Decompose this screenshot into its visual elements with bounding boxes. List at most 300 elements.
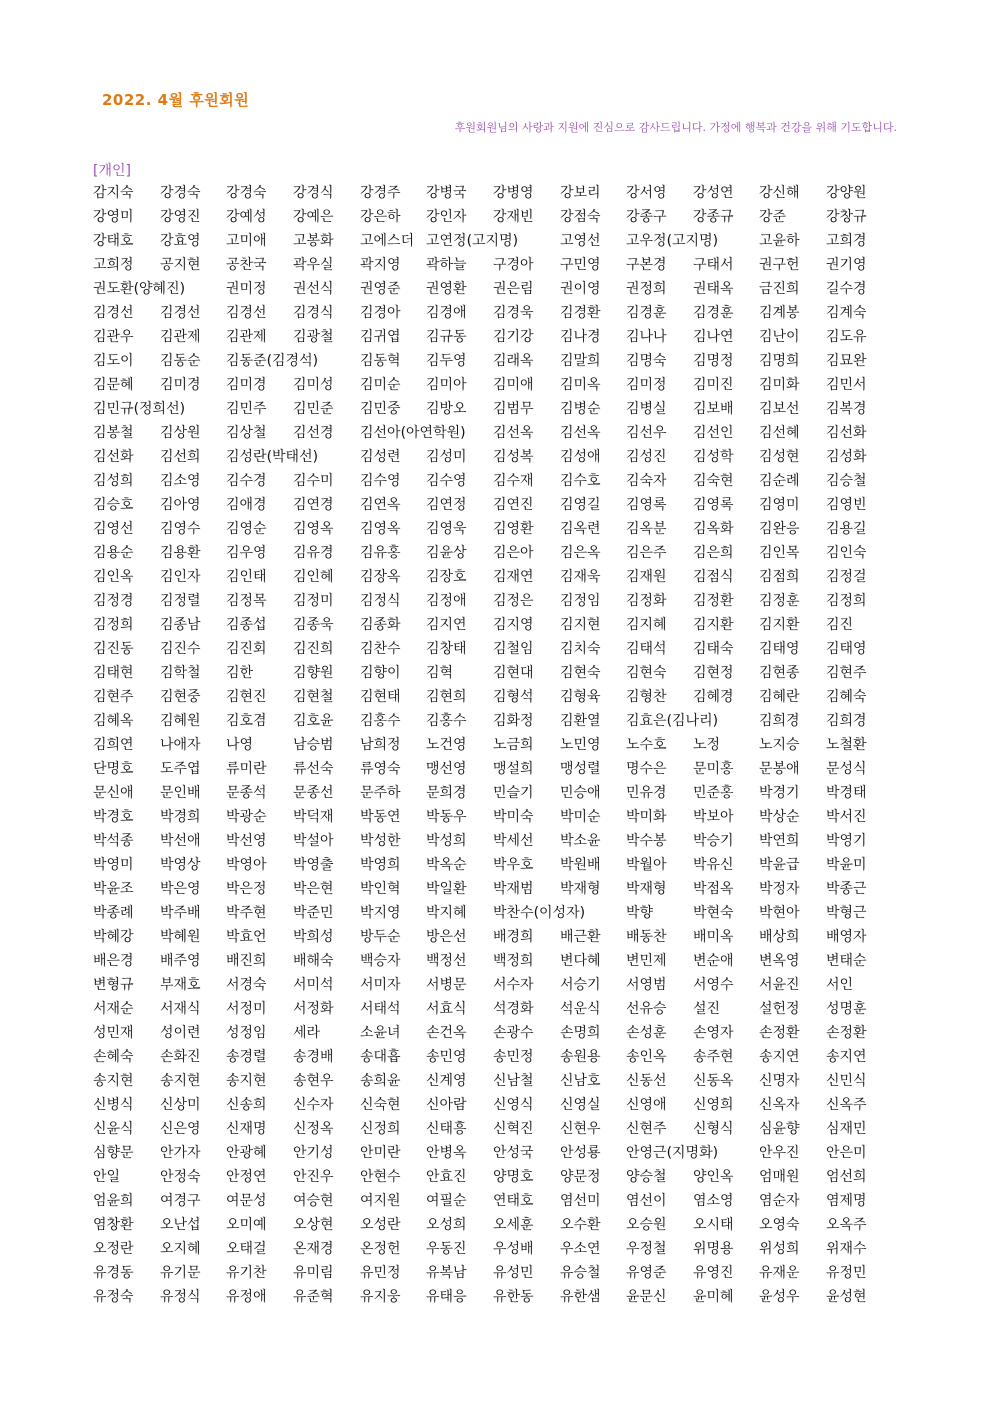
donor-name: 김혜란 (759, 689, 800, 705)
donor-name: 김관우 (93, 329, 134, 345)
donor-name: 안진우 (293, 1169, 334, 1185)
donor-name: 송민정 (493, 1049, 534, 1065)
donor-name: 김형육 (560, 689, 601, 705)
donor-name: 김미옥 (560, 377, 601, 393)
donor-name: 고우정(고지명) (626, 233, 719, 249)
donor-name: 김선희 (160, 449, 201, 465)
donor-row (93, 711, 893, 735)
donor-row (93, 1287, 893, 1311)
donor-name: 박은영 (160, 881, 201, 897)
donor-name: 문희경 (426, 785, 467, 801)
donor-name: 김점식 (693, 569, 734, 585)
donor-name: 서영수 (693, 977, 734, 993)
donor-name: 김재욱 (560, 569, 601, 585)
donor-name: 위성희 (759, 1241, 800, 1257)
donor-name: 김민준 (293, 401, 334, 417)
donor-row (93, 351, 893, 375)
donor-name: 박승기 (693, 833, 734, 849)
donor-name: 유준혁 (293, 1289, 334, 1305)
donor-name: 김두영 (426, 353, 467, 369)
donor-name: 연태호 (493, 1193, 534, 1209)
donor-name: 민승애 (560, 785, 601, 801)
donor-name: 강종구 (626, 209, 667, 225)
donor-name: 김현희 (426, 689, 467, 705)
donor-name: 안병옥 (426, 1145, 467, 1161)
donor-name: 김태영 (826, 641, 867, 657)
donor-name: 서승기 (560, 977, 601, 993)
donor-name: 서병문 (426, 977, 467, 993)
donor-name: 김성련 (360, 449, 401, 465)
donor-name: 신상미 (160, 1097, 201, 1113)
donor-row (93, 759, 893, 783)
donor-row (93, 927, 893, 951)
donor-name: 류미란 (226, 761, 267, 777)
donor-name: 김영욱 (426, 521, 467, 537)
donor-name: 세라 (293, 1025, 321, 1041)
donor-row (93, 783, 893, 807)
donor-name: 유영진 (693, 1265, 734, 1281)
donor-name: 노민영 (560, 737, 601, 753)
donor-name: 안정연 (226, 1169, 267, 1185)
donor-name: 강병국 (426, 185, 467, 201)
donor-name: 송인옥 (626, 1049, 667, 1065)
donor-name: 김현정 (693, 665, 734, 681)
donor-name: 신옥자 (759, 1097, 800, 1113)
donor-name: 김진 (826, 617, 854, 633)
donor-name: 김애경 (226, 497, 267, 513)
donor-name: 김정목 (226, 593, 267, 609)
donor-row (93, 663, 893, 687)
donor-row (93, 951, 893, 975)
donor-name: 김지현 (560, 617, 601, 633)
donor-name: 김혜원 (160, 713, 201, 729)
donor-name: 신수자 (293, 1097, 334, 1113)
donor-name: 유태응 (426, 1289, 467, 1305)
donor-name: 박경기 (759, 785, 800, 801)
donor-name: 김영록 (693, 497, 734, 513)
donor-name: 김승호 (93, 497, 134, 513)
donor-name: 김미정 (626, 377, 667, 393)
donor-row (93, 423, 893, 447)
donor-row (93, 495, 893, 519)
donor-name: 박영아 (226, 857, 267, 873)
donor-name: 곽지영 (360, 257, 401, 273)
donor-name: 민슬기 (493, 785, 534, 801)
donor-name: 권정희 (626, 281, 667, 297)
donor-name: 박주배 (160, 905, 201, 921)
donor-name: 여필순 (426, 1193, 467, 1209)
donor-name: 김태석 (626, 641, 667, 657)
donor-name: 민준홍 (693, 785, 734, 801)
donor-name: 김장호 (426, 569, 467, 585)
donor-name: 고봉화 (293, 233, 334, 249)
donor-name: 박효언 (226, 929, 267, 945)
donor-name: 김진동 (93, 641, 134, 657)
donor-name: 김정미 (293, 593, 334, 609)
donor-name: 김종남 (160, 617, 201, 633)
donor-name: 송경렬 (226, 1049, 267, 1065)
donor-name: 위재수 (826, 1241, 867, 1257)
donor-name: 송경배 (293, 1049, 334, 1065)
donor-name: 김태숙 (693, 641, 734, 657)
donor-name: 김인목 (759, 545, 800, 561)
donor-row (93, 207, 893, 231)
donor-name: 안우진 (759, 1145, 800, 1161)
donor-name: 방은선 (426, 929, 467, 945)
donor-name: 박은현 (293, 881, 334, 897)
donor-name: 박형근 (826, 905, 867, 921)
donor-name: 손영자 (693, 1025, 734, 1041)
donor-name: 김진희 (293, 641, 334, 657)
donor-name: 김동준(김경석) (226, 353, 319, 369)
donor-name: 박세선 (493, 833, 534, 849)
donor-name: 송대흡 (360, 1049, 401, 1065)
donor-row (93, 543, 893, 567)
donor-name: 유기찬 (226, 1265, 267, 1281)
donor-name: 김미성 (293, 377, 334, 393)
donor-name: 석경화 (493, 1001, 534, 1017)
donor-name: 신윤식 (93, 1121, 134, 1137)
donor-name: 강경식 (293, 185, 334, 201)
donor-name: 배동찬 (626, 929, 667, 945)
donor-name: 김찬수 (360, 641, 401, 657)
donor-name: 김문혜 (93, 377, 134, 393)
donor-name: 유지웅 (360, 1289, 401, 1305)
donor-name: 윤성우 (759, 1289, 800, 1305)
donor-name: 엄매원 (759, 1169, 800, 1185)
donor-name: 신영희 (693, 1097, 734, 1113)
donor-name: 김호윤 (293, 713, 334, 729)
donor-name: 김향이 (360, 665, 401, 681)
donor-name: 김정희 (826, 593, 867, 609)
donor-name: 김학철 (160, 665, 201, 681)
donor-name: 박재형 (560, 881, 601, 897)
donor-name: 고미애 (226, 233, 267, 249)
donor-name: 박미숙 (493, 809, 534, 825)
donor-name: 김경식 (293, 305, 334, 321)
donor-name: 강병영 (493, 185, 534, 201)
donor-name: 변순애 (693, 953, 734, 969)
donor-name: 안가자 (160, 1145, 201, 1161)
donor-name: 김미애 (493, 377, 534, 393)
donor-name: 안기성 (293, 1145, 334, 1161)
donor-name: 김수호 (560, 473, 601, 489)
donor-name: 오지혜 (160, 1241, 201, 1257)
donor-name: 김연경 (293, 497, 334, 513)
donor-name: 송지연 (826, 1049, 867, 1065)
donor-name: 김성현 (759, 449, 800, 465)
donor-name: 권기영 (826, 257, 867, 273)
donor-name: 김성진 (626, 449, 667, 465)
donor-row (93, 303, 893, 327)
donor-name: 김희경 (826, 713, 867, 729)
donor-name: 김나경 (560, 329, 601, 345)
donor-name: 손건옥 (426, 1025, 467, 1041)
donor-name: 김효은(김나리) (626, 713, 719, 729)
donor-row (93, 1119, 893, 1143)
donor-name: 송지현 (93, 1073, 134, 1089)
donor-name: 박찬수(이성자) (493, 905, 586, 921)
donor-name: 김철임 (493, 641, 534, 657)
donor-name: 공찬국 (226, 257, 267, 273)
donor-name: 박준민 (293, 905, 334, 921)
donor-name: 박혜원 (160, 929, 201, 945)
donor-name-grid (93, 183, 893, 1311)
donor-name: 권이영 (560, 281, 601, 297)
donor-name: 강점숙 (560, 209, 601, 225)
donor-name: 박윤조 (93, 881, 134, 897)
donor-name: 오시태 (693, 1217, 734, 1233)
donor-name: 박덕재 (293, 809, 334, 825)
donor-name: 박영미 (93, 857, 134, 873)
donor-name: 김관제 (160, 329, 201, 345)
donor-name: 오수환 (560, 1217, 601, 1233)
donor-name: 구민영 (560, 257, 601, 273)
donor-name: 박성한 (360, 833, 401, 849)
donor-name: 김방오 (426, 401, 467, 417)
donor-row (93, 975, 893, 999)
donor-name: 김수재 (493, 473, 534, 489)
donor-name: 송현우 (293, 1073, 334, 1089)
donor-name: 김영옥 (360, 521, 401, 537)
donor-name: 김아영 (160, 497, 201, 513)
donor-name: 김도이 (93, 353, 134, 369)
donor-name: 문신애 (93, 785, 134, 801)
donor-name: 김영순 (226, 521, 267, 537)
donor-name: 단명호 (93, 761, 134, 777)
donor-name: 김기강 (493, 329, 534, 345)
donor-name: 강보리 (560, 185, 601, 201)
donor-name: 김경환 (560, 305, 601, 321)
donor-name: 김영수 (160, 521, 201, 537)
donor-name: 류영숙 (360, 761, 401, 777)
donor-name: 서태석 (360, 1001, 401, 1017)
donor-name: 김민중 (360, 401, 401, 417)
donor-name: 김정훈 (759, 593, 800, 609)
donor-name: 양명호 (493, 1169, 534, 1185)
donor-name: 강종규 (693, 209, 734, 225)
donor-name: 김상원 (160, 425, 201, 441)
donor-name: 우성배 (493, 1241, 534, 1257)
donor-name: 박재형 (626, 881, 667, 897)
donor-row (93, 903, 893, 927)
donor-name: 김귀엽 (360, 329, 401, 345)
donor-name: 강경주 (360, 185, 401, 201)
donor-name: 권선식 (293, 281, 334, 297)
donor-name: 변민제 (626, 953, 667, 969)
donor-name: 오옥주 (826, 1217, 867, 1233)
donor-name: 김미진 (693, 377, 734, 393)
donor-name: 강준 (759, 209, 787, 225)
donor-row (93, 231, 893, 255)
donor-name: 박동연 (360, 809, 401, 825)
donor-name: 신계영 (426, 1073, 467, 1089)
donor-name: 곽우실 (293, 257, 334, 273)
donor-name: 김현철 (293, 689, 334, 705)
donor-name: 문미홍 (693, 761, 734, 777)
donor-name: 오상현 (293, 1217, 334, 1233)
donor-name: 박동우 (426, 809, 467, 825)
donor-name: 김경애 (426, 305, 467, 321)
donor-name: 권구헌 (759, 257, 800, 273)
donor-name: 김동순 (160, 353, 201, 369)
donor-name: 유정식 (160, 1289, 201, 1305)
donor-name: 안현수 (360, 1169, 401, 1185)
donor-name: 박영희 (360, 857, 401, 873)
donor-name: 김선옥 (493, 425, 534, 441)
donor-name: 김홍수 (360, 713, 401, 729)
donor-name: 염선미 (560, 1193, 601, 1209)
donor-name: 김영환 (493, 521, 534, 537)
donor-name: 백정희 (493, 953, 534, 969)
donor-name: 김형찬 (626, 689, 667, 705)
donor-name: 김윤상 (426, 545, 467, 561)
donor-name: 부재호 (160, 977, 201, 993)
donor-name: 온정헌 (360, 1241, 401, 1257)
donor-name: 성민재 (93, 1025, 134, 1041)
donor-name: 안미란 (360, 1145, 401, 1161)
donor-name: 서정미 (226, 1001, 267, 1017)
donor-name: 안광혜 (226, 1145, 267, 1161)
donor-row (93, 807, 893, 831)
donor-name: 김종화 (360, 617, 401, 633)
donor-name: 김종욱 (293, 617, 334, 633)
donor-row (93, 1071, 893, 1095)
donor-name: 김성애 (560, 449, 601, 465)
donor-name: 김연옥 (360, 497, 401, 513)
donor-name: 김영선 (93, 521, 134, 537)
donor-name: 김치숙 (560, 641, 601, 657)
donor-name: 엄윤희 (93, 1193, 134, 1209)
donor-name: 염선이 (626, 1193, 667, 1209)
donor-name: 강예은 (293, 209, 334, 225)
donor-name: 유한샘 (560, 1289, 601, 1305)
donor-name: 길수경 (826, 281, 867, 297)
donor-name: 문종석 (226, 785, 267, 801)
donor-name: 박미순 (560, 809, 601, 825)
donor-name: 신은영 (160, 1121, 201, 1137)
donor-name: 박유신 (693, 857, 734, 873)
donor-name: 박정자 (759, 881, 800, 897)
donor-name: 배진희 (226, 953, 267, 969)
donor-name: 권은림 (493, 281, 534, 297)
donor-name: 금진희 (759, 281, 800, 297)
donor-name: 노지승 (759, 737, 800, 753)
donor-row (93, 471, 893, 495)
donor-name: 김인자 (160, 569, 201, 585)
donor-name: 김관제 (226, 329, 267, 345)
donor-name: 송지연 (759, 1049, 800, 1065)
donor-name: 김홍수 (426, 713, 467, 729)
donor-name: 공지현 (160, 257, 201, 273)
donor-name: 변다혜 (560, 953, 601, 969)
donor-name: 박경희 (160, 809, 201, 825)
donor-name: 신동옥 (693, 1073, 734, 1089)
donor-name: 오정란 (93, 1241, 134, 1257)
donor-name: 박서진 (826, 809, 867, 825)
donor-name: 여승현 (293, 1193, 334, 1209)
donor-name: 박은정 (226, 881, 267, 897)
donor-name: 변옥영 (759, 953, 800, 969)
donor-name: 유민정 (360, 1265, 401, 1281)
donor-name: 박영출 (293, 857, 334, 873)
donor-name: 김민주 (226, 401, 267, 417)
donor-name: 박종례 (93, 905, 134, 921)
donor-name: 박종근 (826, 881, 867, 897)
donor-name: 신정희 (360, 1121, 401, 1137)
donor-name: 김연정 (426, 497, 467, 513)
section-label-individual: [개인] (93, 163, 131, 179)
donor-name: 오영숙 (759, 1217, 800, 1233)
donor-name: 박옥순 (426, 857, 467, 873)
donor-name: 김옥화 (693, 521, 734, 537)
donor-name: 김도유 (826, 329, 867, 345)
donor-name: 박월아 (626, 857, 667, 873)
donor-name: 서인 (826, 977, 854, 993)
thank-you-message: 후원회원님의 사랑과 지원에 진심으로 감사드립니다. 가정에 행복과 건강을 위해 기도합니다. (454, 121, 897, 134)
donor-name: 엄선희 (826, 1169, 867, 1185)
donor-name: 김계봉 (759, 305, 800, 321)
donor-row (93, 639, 893, 663)
donor-name: 신숙현 (360, 1097, 401, 1113)
donor-name: 노정 (693, 737, 721, 753)
donor-row (93, 1047, 893, 1071)
donor-name: 김정애 (426, 593, 467, 609)
donor-name: 위명용 (693, 1241, 734, 1257)
donor-name: 김혜경 (693, 689, 734, 705)
donor-name: 박원배 (560, 857, 601, 873)
donor-name: 김정임 (560, 593, 601, 609)
donor-name: 송지현 (226, 1073, 267, 1089)
donor-name: 우동진 (426, 1241, 467, 1257)
donor-name: 박윤급 (759, 857, 800, 873)
donor-name: 감지숙 (93, 185, 134, 201)
donor-name: 김재원 (626, 569, 667, 585)
donor-name: 김미아 (426, 377, 467, 393)
donor-name: 김현종 (759, 665, 800, 681)
donor-name: 배근환 (560, 929, 601, 945)
donor-name: 박향 (626, 905, 654, 921)
donor-name: 김경선 (226, 305, 267, 321)
donor-name: 박주현 (226, 905, 267, 921)
donor-name: 권영환 (426, 281, 467, 297)
donor-name: 김병순 (560, 401, 601, 417)
donor-name: 김정식 (360, 593, 401, 609)
donor-name: 김창태 (426, 641, 467, 657)
donor-name: 심윤향 (759, 1121, 800, 1137)
donor-name: 명수은 (626, 761, 667, 777)
donor-name: 오승원 (626, 1217, 667, 1233)
donor-name: 강성연 (693, 185, 734, 201)
donor-name: 김용길 (826, 521, 867, 537)
donor-name: 노철환 (826, 737, 867, 753)
donor-name: 문성식 (826, 761, 867, 777)
donor-name: 김현주 (93, 689, 134, 705)
donor-name: 신혁진 (493, 1121, 534, 1137)
page-title: 2022. 4월 후원회원 (102, 91, 250, 109)
donor-name: 문봉애 (759, 761, 800, 777)
donor-name: 권태옥 (693, 281, 734, 297)
donor-name: 유정애 (226, 1289, 267, 1305)
donor-name: 김옥분 (626, 521, 667, 537)
donor-row (93, 1215, 893, 1239)
donor-name: 김용순 (93, 545, 134, 561)
donor-name: 신정옥 (293, 1121, 334, 1137)
donor-name: 김복경 (826, 401, 867, 417)
donor-name: 김우영 (226, 545, 267, 561)
donor-name: 문인배 (160, 785, 201, 801)
donor-name: 강경숙 (226, 185, 267, 201)
